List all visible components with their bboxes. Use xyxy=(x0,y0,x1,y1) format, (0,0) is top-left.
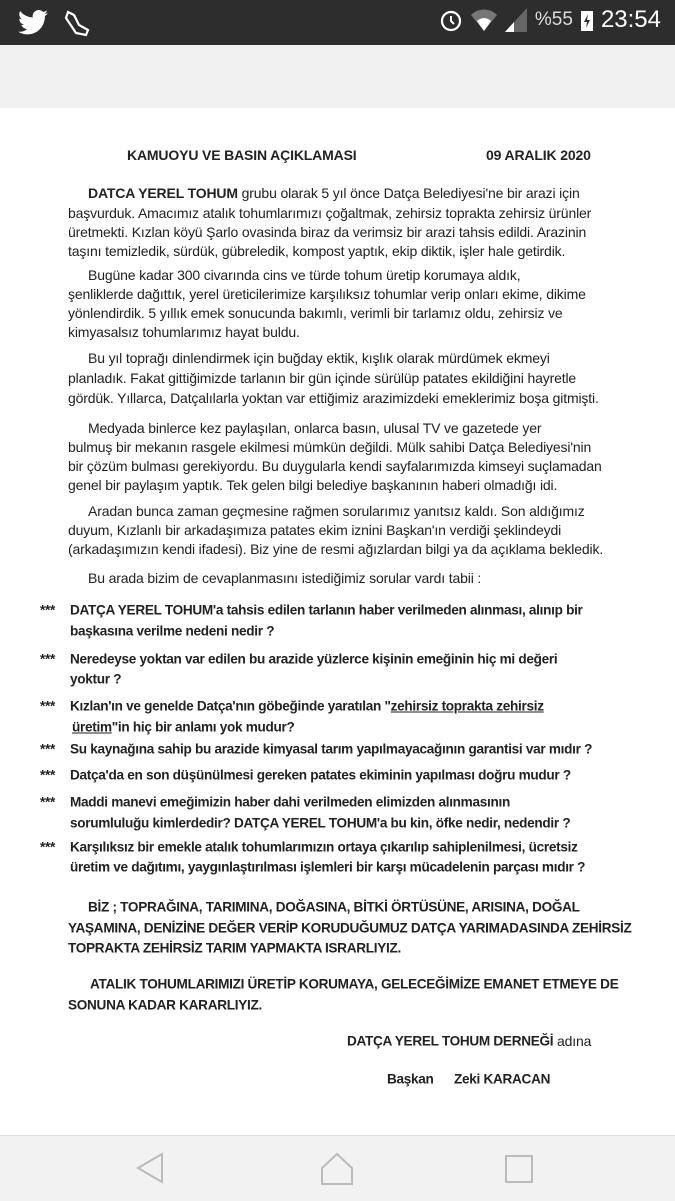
text-span: üretim ve dağıtımı, yaygınlaştırılması işlemleri bir karşı mücadelenin parçası mıdır ? xyxy=(70,859,586,875)
closing-statement xyxy=(68,921,632,936)
text-span: gördük. Yıllarca, Datçalılarla yoktan var ettiğimiz arazimizdeki emeklerimiz boşa gitmişti. xyxy=(68,390,599,406)
signal-icon xyxy=(505,8,527,32)
text-span: *** xyxy=(40,651,55,667)
text-span: Medyada binlerce kez paylaşılan, onlarca basın, ulusal TV ve gazetede yer xyxy=(88,420,542,436)
text-span: sorumluluğu kimlerdedir? DATÇA YEREL TOHUM'a bu kin, öfke nedir, nedendir ? xyxy=(70,815,571,831)
question-item xyxy=(70,672,121,687)
text-span: bulmuş bir mekanın rasgele ekilmesi mümkün değildi. Mülk sahibi Datça Belediyesi'nin xyxy=(68,439,592,455)
text-span: DATÇA YEREL TOHUM'a tahsis edilen tarlanın haber verilmeden alınması, alınıp bir xyxy=(70,602,583,618)
signature-role-line xyxy=(387,1072,434,1087)
paragraph-line xyxy=(68,458,602,474)
text-span: Su kaynağına sahip bu arazide kimyasal tarım yapılmayacağının garantisi var mıdır ? xyxy=(70,741,593,757)
paragraph-line xyxy=(68,541,603,557)
question-item xyxy=(70,624,274,639)
text-span: SONUNA KADAR KARARLIYIZ. xyxy=(68,997,262,1013)
question-item xyxy=(70,860,585,875)
date-line xyxy=(486,147,591,163)
signature-line xyxy=(347,1034,553,1049)
paragraph-line xyxy=(68,243,565,259)
question-item xyxy=(70,699,544,714)
text-span: Bu yıl toprağı dinlendirmek için buğday ektik, kışlık olarak mürdümek ekmeyi xyxy=(88,350,550,366)
bullet-marker xyxy=(40,768,55,783)
bullet-marker xyxy=(40,742,55,757)
paragraph-line xyxy=(68,370,576,386)
signature-name: Zeki KARACAN xyxy=(454,1071,551,1087)
text-span: duyum, Kızlanlı bir arkadaşımıza patates ekim iznini Başkan'ın verdiği şeklindeydi xyxy=(68,522,562,538)
underlined-phrase: zehirsiz toprakta zehirsiz xyxy=(390,698,544,714)
home-button[interactable] xyxy=(318,1150,356,1186)
title-line xyxy=(127,147,357,163)
text-span: "in hiç bir anlamı yok mudur? xyxy=(111,719,295,735)
twitter-icon xyxy=(18,10,48,35)
alarm-icon xyxy=(439,7,463,33)
text-span: üretmekti. Kızlan köyü Şarlo ovasinda biraz da verimsiz bir arazi tahsis edildi. Arazinin xyxy=(68,224,587,240)
paragraph-line xyxy=(68,286,586,302)
text-span: TOPRAKTA ZEHİRSİZ TARIM YAPMAKTA ISRARLIYIZ. xyxy=(68,940,401,956)
bullet-marker xyxy=(40,652,55,667)
closing-statement xyxy=(68,998,262,1013)
text-span: (arkadaşımızın kendi ifadesi). Biz yine de resmi ağızlardan bilgi ya da açıklama bekledik. xyxy=(68,541,604,557)
paragraph-line xyxy=(88,185,580,201)
closing-statement xyxy=(88,900,580,915)
text-span: kimyasalsız tohumlarımız hayat buldu. xyxy=(68,324,300,340)
text-span: *** xyxy=(40,698,55,714)
text-span: başvurduk. Amacımız atalık tohumlarımızı çoğaltmak, zehirsiz toprakta zehirsiz ürünler xyxy=(68,205,592,221)
document-date: 09 ARALIK 2020 xyxy=(486,147,591,163)
status-bar xyxy=(0,0,675,45)
text-span: Maddi manevi emeğimizin haber dahi verilmeden elimizden alınmasının xyxy=(70,794,510,810)
back-button[interactable] xyxy=(132,1150,168,1186)
clock: 23:54 xyxy=(600,6,661,33)
underlined-phrase: üretim xyxy=(72,719,112,735)
text-span: ATALIK TOHUMLARIMIZI ÜRETİP KORUMAYA, GELECEĞİMİZE EMANET ETMEYE DE xyxy=(90,976,619,992)
signature-name-line xyxy=(454,1072,550,1087)
question-item xyxy=(70,768,571,783)
paragraph-line xyxy=(68,439,591,455)
paragraph-line xyxy=(88,420,541,436)
paragraph-line xyxy=(68,324,300,340)
text-span: genel bir paylaşım yaptık. Tek gelen bilgi belediye başkanının haberi olmadığı idi. xyxy=(68,477,558,493)
shoe-icon xyxy=(62,8,92,38)
text-span: başkasına verilme nedeni nedir ? xyxy=(70,623,275,639)
signature-adina xyxy=(557,1033,591,1049)
text-span: *** xyxy=(40,839,55,855)
battery-percent: %55 xyxy=(534,9,573,30)
bullet-marker xyxy=(40,699,55,714)
paragraph-line xyxy=(68,224,586,240)
text-span: Aradan bunca zaman geçmesine rağmen sorularımız yanıtsız kaldı. Son aldığımız xyxy=(88,503,585,519)
closing-statement xyxy=(90,977,618,992)
battery-charging-icon xyxy=(581,9,593,31)
question-item xyxy=(72,720,295,735)
text-span: planladık. Fakat gittiğimizde tarlanın bir gün içinde sürülüp patates ekildiğini hayretle xyxy=(68,370,577,386)
viewer-background xyxy=(0,45,675,108)
question-item xyxy=(70,742,592,757)
paragraph-line xyxy=(68,522,561,538)
text-span: Datça'da en son düşünülmesi gereken patates ekiminin yapılması doğru mudur ? xyxy=(70,767,571,783)
paragraph-line xyxy=(88,503,585,519)
bullet-marker xyxy=(40,795,55,810)
paragraph-line xyxy=(68,477,557,493)
document-title: KAMUOYU VE BASIN AÇIKLAMASI xyxy=(127,147,357,163)
question-item xyxy=(70,816,570,831)
text-span: *** xyxy=(40,602,55,618)
bullet-marker xyxy=(40,840,55,855)
recents-button[interactable] xyxy=(503,1150,535,1186)
paragraph-line xyxy=(68,390,599,406)
text-span: Bugüne kadar 300 civarında cins ve türde tohum üretip korumaya aldık, xyxy=(88,267,521,283)
text-span: adına xyxy=(557,1033,592,1049)
text-span: YAŞAMINA, DENİZİNE DEĞER VERİP KORUDUĞUMUZ DATÇA YARIMADASINDA ZEHİRSİZ xyxy=(68,920,632,936)
question-item xyxy=(70,795,510,810)
text-span: *** xyxy=(40,741,55,757)
text-span: Bu arada bizim de cevaplanmasını istediğimiz sorular vardı tabii : xyxy=(88,570,482,586)
questions-intro xyxy=(88,570,481,586)
text-span: Karşılıksız bir emekle atalık tohumlarımızın ortaya çıkarılıp sahiplenilmesi, ücretsiz xyxy=(70,839,578,855)
text-span: Kızlan'ın ve genelde Datça'nın göbeğinde yaratılan " xyxy=(70,698,391,714)
paragraph-line xyxy=(88,350,550,366)
wifi-icon xyxy=(471,9,497,31)
question-item xyxy=(70,840,578,855)
text-span: *** xyxy=(40,794,55,810)
text-span: *** xyxy=(40,767,55,783)
text-span: grubu olarak 5 yıl önce Datça Belediyesi'ne bir arazi için xyxy=(237,185,580,201)
text-span: Neredeyse yoktan var edilen bu arazide yüzlerce kişinin emeğinin hiç mi değeri xyxy=(70,651,558,667)
text-span: BİZ ; TOPRAĞINA, TARIMINA, DOĞASINA, BİTKİ ÖRTÜSÜNE, ARISINA, DOĞAL xyxy=(88,899,580,915)
signature-org: DATÇA YEREL TOHUM DERNEĞİ xyxy=(347,1033,554,1049)
signature-role: Başkan xyxy=(387,1071,434,1087)
document-image xyxy=(0,108,675,1135)
closing-statement xyxy=(68,941,401,956)
text-span: yoktur ? xyxy=(70,671,122,687)
group-name: DATCA YEREL TOHUM xyxy=(88,185,238,201)
question-item xyxy=(70,603,583,618)
paragraph-line xyxy=(68,205,591,221)
text-span: şenliklerde dağıttık, yerel üreticilerimize karşılıksız tohumlar verip onları ekime, dikime xyxy=(68,286,586,302)
text-span: yönlendirdik. 5 yıllık emek sonucunda bakımlı, verimli bir tarlamız oldu, zehirsiz ve xyxy=(68,305,563,321)
text-span: bir çözüm bulması gerekiyordu. Bu duygularla kendi sayfalarımızda kimseyi suçlamadan xyxy=(68,458,602,474)
text-span: taşını temizledik, sürdük, gübreledik, kompost yaptık, ekip diktik, işler hale getirdik. xyxy=(68,243,566,259)
bullet-marker xyxy=(40,603,55,618)
paragraph-line xyxy=(68,305,563,321)
paragraph-line xyxy=(88,267,520,283)
question-item xyxy=(70,652,557,667)
navigation-bar xyxy=(0,1135,675,1201)
